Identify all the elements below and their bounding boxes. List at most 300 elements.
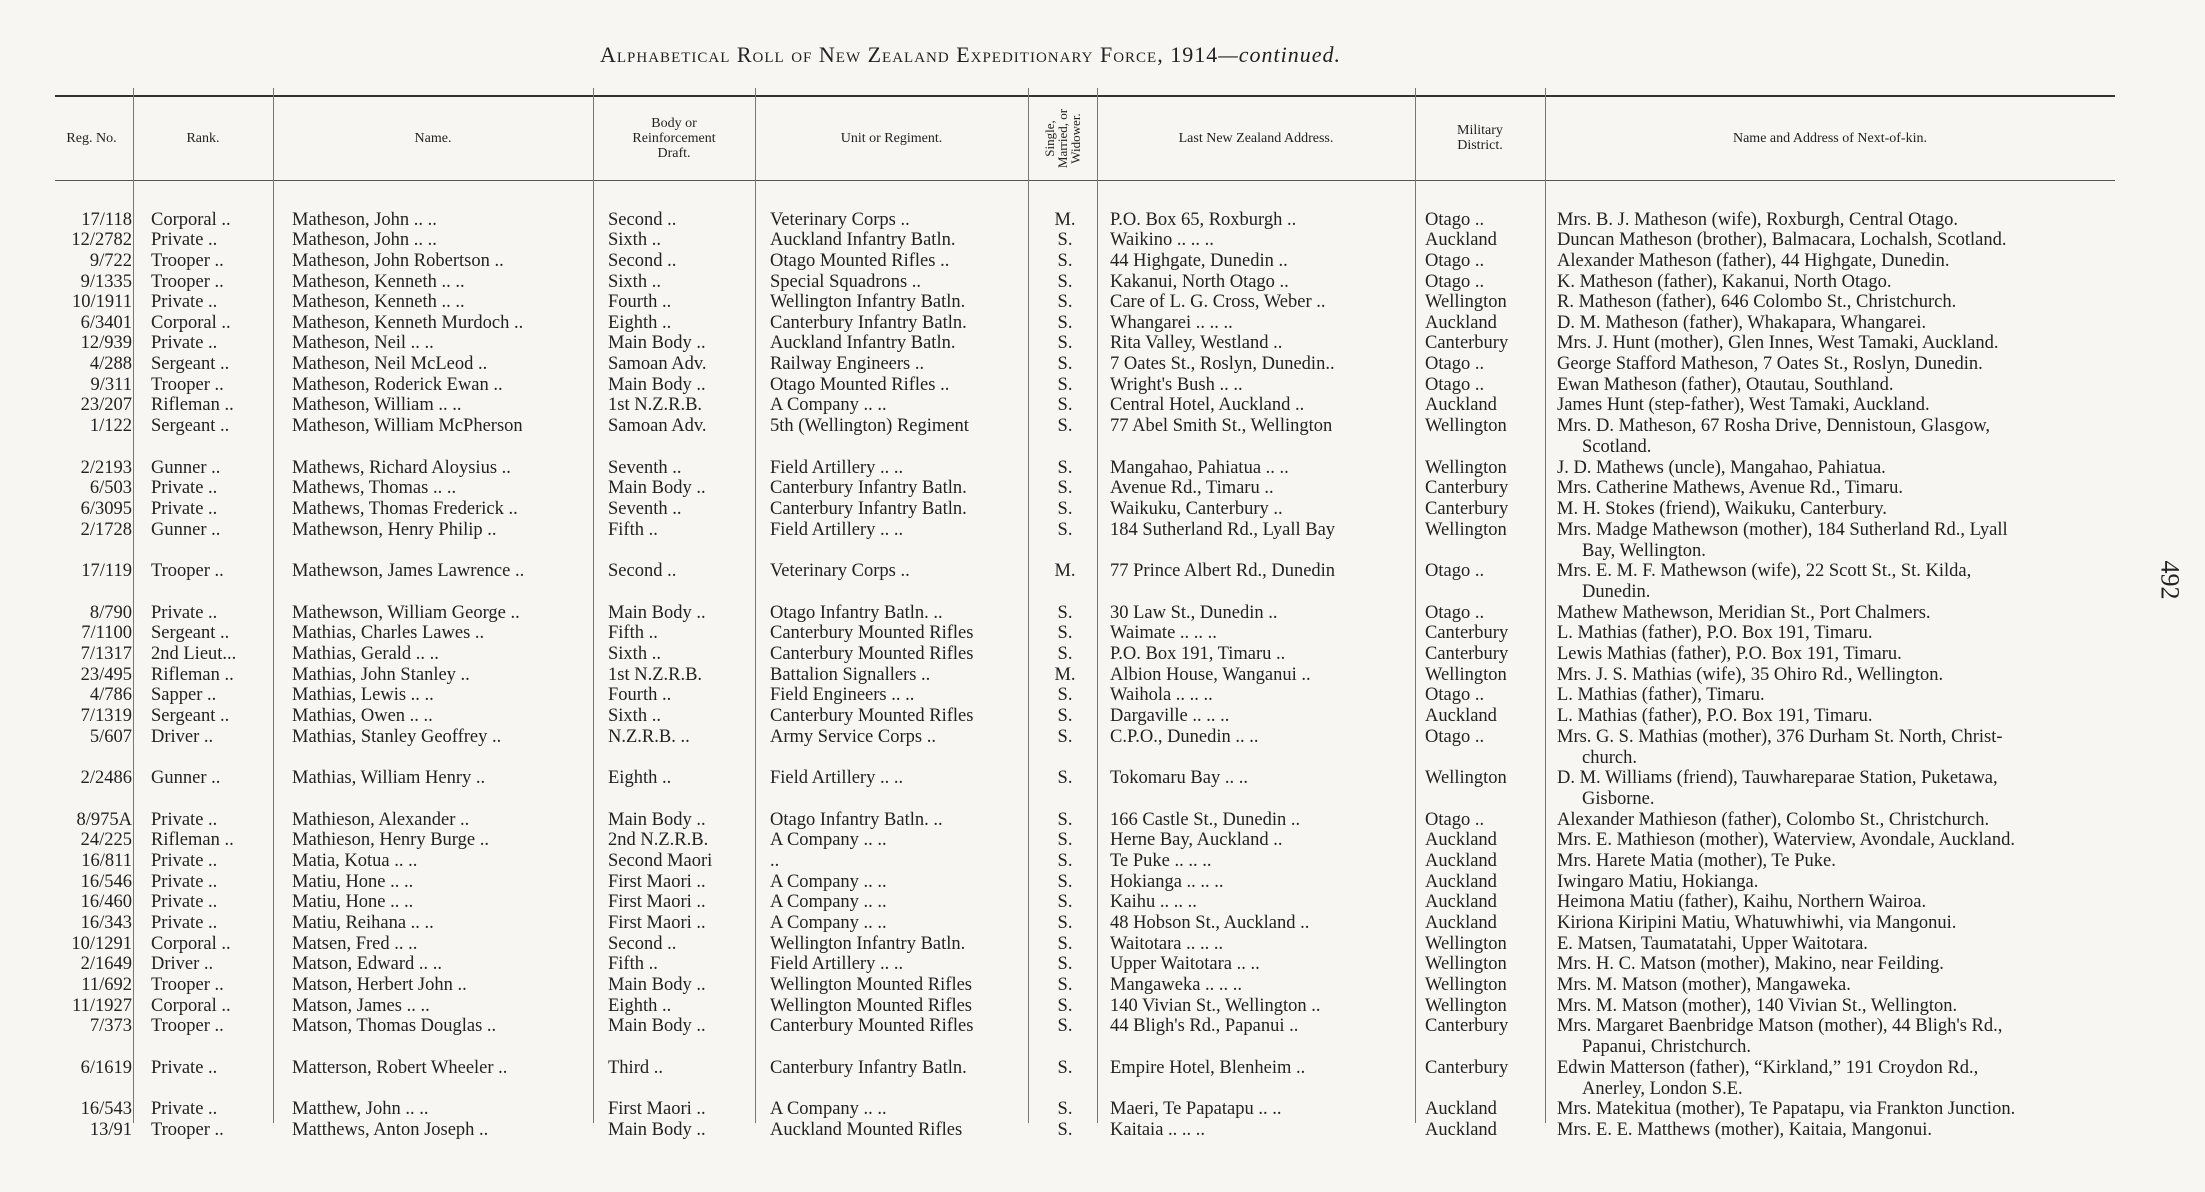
cell-kin: Mrs. Catherine Mathews, Avenue Rd., Timaru.	[1557, 478, 1903, 498]
cell-kin: D. M. Williams (friend), Tauwhareparae Station, Puketawa,	[1557, 768, 1998, 788]
cell-kin: Iwingaro Matiu, Hokianga.	[1557, 872, 1759, 892]
cell-addr: Wright's Bush .. ..	[1110, 375, 1243, 395]
cell-unit: Wellington Mounted Rifles	[770, 975, 972, 995]
cell-kin: Alexander Matheson (father), 44 Highgate, Dunedin.	[1557, 251, 1950, 271]
cell-reg: 10/1291	[71, 934, 132, 954]
cell-dist: Otago ..	[1425, 375, 1485, 395]
cell-smw: S.	[1057, 354, 1073, 374]
cell-rank: Trooper ..	[151, 1120, 224, 1140]
cell-unit: Auckland Mounted Rifles	[770, 1120, 963, 1140]
cell-kin: James Hunt (step-father), West Tamaki, Auckland.	[1557, 395, 1930, 415]
cell-body: Eighth ..	[608, 313, 672, 333]
cell-name: Mathias, John Stanley ..	[292, 665, 470, 685]
cell-name: Matheson, John Robertson ..	[292, 251, 504, 271]
cell-kin: D. M. Matheson (father), Whakapara, Whangarei.	[1557, 313, 1927, 333]
cell-kin-continuation: Gisborne.	[1582, 789, 1655, 809]
col-header-reg: Reg. No.	[66, 130, 117, 146]
table-row	[0, 954, 2205, 975]
cell-reg: 16/460	[80, 892, 132, 912]
cell-unit: Auckland Infantry Batln.	[770, 333, 956, 353]
cell-rank: Gunner ..	[151, 520, 221, 540]
cell-smw: S.	[1057, 499, 1073, 519]
cell-dist: Wellington	[1425, 934, 1507, 954]
cell-kin-continuation: church.	[1582, 748, 1637, 768]
cell-name: Mathias, Gerald .. ..	[292, 644, 439, 664]
cell-body: Main Body ..	[608, 1016, 706, 1036]
cell-name: Mathieson, Henry Burge ..	[292, 830, 489, 850]
cell-kin: Mrs. M. Matson (mother), Mangaweka.	[1557, 975, 1851, 995]
cell-body: Second ..	[608, 210, 677, 230]
cell-name: Mathias, Lewis .. ..	[292, 685, 434, 705]
cell-dist: Wellington	[1425, 292, 1507, 312]
cell-addr: Dargaville .. .. ..	[1110, 706, 1230, 726]
cell-name: Mathews, Thomas Frederick ..	[292, 499, 518, 519]
cell-name: Matheson, William .. ..	[292, 395, 462, 415]
cell-unit: Canterbury Infantry Batln.	[770, 499, 967, 519]
cell-kin: J. D. Mathews (uncle), Mangahao, Pahiatua.	[1557, 458, 1886, 478]
cell-addr: Waikuku, Canterbury ..	[1110, 499, 1283, 519]
cell-addr: 48 Hobson St., Auckland ..	[1110, 913, 1310, 933]
cell-unit: A Company .. ..	[770, 830, 887, 850]
cell-smw: S.	[1057, 996, 1073, 1016]
cell-dist: Otago ..	[1425, 685, 1485, 705]
cell-unit: Wellington Infantry Batln.	[770, 934, 966, 954]
col-header-smw	[1028, 98, 1097, 178]
cell-body: First Maori ..	[608, 892, 706, 912]
cell-smw: S.	[1057, 251, 1073, 271]
cell-rank: Rifleman ..	[151, 665, 234, 685]
cell-reg: 10/1911	[72, 292, 132, 312]
cell-dist: Auckland	[1425, 395, 1497, 415]
cell-unit: Canterbury Infantry Batln.	[770, 313, 967, 333]
table-row	[0, 272, 2205, 293]
cell-reg: 6/3095	[80, 499, 132, 519]
cell-rank: Private ..	[151, 292, 218, 312]
cell-unit: Army Service Corps ..	[770, 727, 936, 747]
cell-body: Eighth ..	[608, 768, 672, 788]
cell-reg: 13/91	[89, 1120, 132, 1140]
col-header-address: Last New Zealand Address.	[1178, 130, 1334, 146]
table-row	[0, 395, 2205, 416]
cell-rank: Sapper ..	[151, 685, 217, 705]
cell-smw: S.	[1057, 1058, 1073, 1078]
page-title	[600, 42, 1341, 68]
cell-dist: Otago ..	[1425, 251, 1485, 271]
table-row	[0, 292, 2205, 313]
cell-body: Seventh ..	[608, 499, 682, 519]
cell-body: Third ..	[608, 1058, 663, 1078]
col-header-rank: Rank.	[186, 130, 220, 146]
cell-name: Matheson, Kenneth .. ..	[292, 292, 465, 312]
cell-rank: 2nd Lieut...	[151, 644, 237, 664]
cell-rank: Driver ..	[151, 954, 214, 974]
cell-smw: M.	[1054, 665, 1076, 685]
cell-reg: 2/1728	[80, 520, 132, 540]
cell-reg: 6/3401	[80, 313, 132, 333]
cell-unit: A Company .. ..	[770, 913, 887, 933]
cell-unit: Field Artillery .. ..	[770, 954, 904, 974]
table-row	[0, 1120, 2205, 1141]
cell-addr: Waihola .. .. ..	[1110, 685, 1213, 705]
cell-reg: 8/975A	[76, 810, 132, 830]
cell-kin-continuation: Scotland.	[1582, 437, 1652, 457]
cell-body: Fourth ..	[608, 685, 672, 705]
cell-name: Matheson, John .. ..	[292, 210, 437, 230]
cell-addr: C.P.O., Dunedin .. ..	[1110, 727, 1259, 747]
table-row	[0, 768, 2205, 809]
cell-name: Mathews, Richard Aloysius ..	[292, 458, 511, 478]
table-row	[0, 851, 2205, 872]
table-row	[0, 210, 2205, 231]
cell-body: Main Body ..	[608, 375, 706, 395]
cell-kin: Mrs. J. S. Mathias (wife), 35 Ohiro Rd., Wellington.	[1557, 665, 1944, 685]
table-row	[0, 313, 2205, 334]
cell-rank: Trooper ..	[151, 375, 224, 395]
cell-reg: 9/311	[90, 375, 132, 395]
cell-reg: 2/2486	[80, 768, 132, 788]
cell-smw: S.	[1057, 975, 1073, 995]
cell-unit: A Company .. ..	[770, 1099, 887, 1119]
cell-rank: Gunner ..	[151, 458, 221, 478]
cell-name: Matheson, Neil McLeod ..	[292, 354, 488, 374]
cell-rank: Private ..	[151, 1099, 218, 1119]
cell-reg: 6/503	[89, 478, 132, 498]
cell-name: Mathews, Thomas .. ..	[292, 478, 457, 498]
cell-addr: Mangahao, Pahiatua .. ..	[1110, 458, 1289, 478]
cell-reg: 16/343	[80, 913, 132, 933]
cell-smw: S.	[1057, 892, 1073, 912]
cell-body: Sixth ..	[608, 706, 661, 726]
cell-name: Matia, Kotua .. ..	[292, 851, 418, 871]
cell-rank: Private ..	[151, 333, 218, 353]
cell-kin: Mrs. B. J. Matheson (wife), Roxburgh, Central Otago.	[1557, 210, 1958, 230]
cell-name: Matiu, Hone .. ..	[292, 872, 414, 892]
cell-name: Matheson, John .. ..	[292, 230, 437, 250]
cell-kin-continuation: Papanui, Christchurch.	[1582, 1037, 1752, 1057]
table-row	[0, 478, 2205, 499]
cell-rank: Sergeant ..	[151, 416, 230, 436]
cell-smw: M.	[1054, 561, 1076, 581]
cell-smw: S.	[1057, 644, 1073, 664]
cell-smw: S.	[1057, 934, 1073, 954]
cell-addr: Rita Valley, Westland ..	[1110, 333, 1283, 353]
cell-kin: Mrs. Matekitua (mother), Te Papatapu, via Frankton Junction.	[1557, 1099, 2016, 1119]
cell-body: Sixth ..	[608, 644, 661, 664]
cell-dist: Auckland	[1425, 1120, 1497, 1140]
cell-body: Seventh ..	[608, 458, 682, 478]
cell-addr: Whangarei .. .. ..	[1110, 313, 1233, 333]
cell-reg: 23/495	[80, 665, 132, 685]
cell-dist: Otago ..	[1425, 561, 1485, 581]
cell-reg: 2/2193	[80, 458, 132, 478]
cell-unit: Field Engineers .. ..	[770, 685, 915, 705]
cell-addr: Albion House, Wanganui ..	[1110, 665, 1311, 685]
cell-unit: 5th (Wellington) Regiment	[770, 416, 969, 436]
cell-unit: Field Artillery .. ..	[770, 458, 904, 478]
cell-addr: Kakanui, North Otago ..	[1110, 272, 1289, 292]
cell-name: Matiu, Hone .. ..	[292, 892, 414, 912]
cell-rank: Private ..	[151, 810, 218, 830]
cell-addr: Tokomaru Bay .. ..	[1110, 768, 1248, 788]
cell-unit: Otago Infantry Batln. ..	[770, 810, 943, 830]
cell-dist: Otago ..	[1425, 810, 1485, 830]
cell-unit: Auckland Infantry Batln.	[770, 230, 956, 250]
table-row	[0, 830, 2205, 851]
cell-dist: Wellington	[1425, 520, 1507, 540]
cell-reg: 17/118	[81, 210, 132, 230]
cell-reg: 2/1649	[80, 954, 132, 974]
cell-unit: Field Artillery .. ..	[770, 768, 904, 788]
table-row	[0, 892, 2205, 913]
table-row	[0, 872, 2205, 893]
cell-dist: Wellington	[1425, 975, 1507, 995]
cell-reg: 7/1100	[81, 623, 132, 643]
cell-rank: Private ..	[151, 1058, 218, 1078]
cell-kin: Alexander Mathieson (father), Colombo St., Christchurch.	[1557, 810, 1990, 830]
cell-kin: Mathew Mathewson, Meridian St., Port Chalmers.	[1557, 603, 1931, 623]
cell-unit: A Company .. ..	[770, 892, 887, 912]
cell-body: First Maori ..	[608, 1099, 706, 1119]
cell-reg: 7/1319	[80, 706, 132, 726]
cell-unit: Otago Mounted Rifles ..	[770, 375, 950, 395]
cell-dist: Otago ..	[1425, 272, 1485, 292]
cell-dist: Auckland	[1425, 851, 1497, 871]
title-continued: —continued.	[1218, 42, 1342, 67]
cell-smw: S.	[1057, 872, 1073, 892]
cell-name: Mathias, William Henry ..	[292, 768, 486, 788]
cell-addr: 166 Castle St., Dunedin ..	[1110, 810, 1301, 830]
table-row	[0, 375, 2205, 396]
cell-dist: Canterbury	[1425, 333, 1509, 353]
cell-rank: Corporal ..	[151, 934, 231, 954]
cell-addr: 184 Sutherland Rd., Lyall Bay	[1110, 520, 1336, 540]
table-row	[0, 810, 2205, 831]
table-row	[0, 499, 2205, 520]
cell-smw: S.	[1057, 520, 1073, 540]
cell-rank: Gunner ..	[151, 768, 221, 788]
cell-reg: 11/692	[81, 975, 132, 995]
cell-dist: Wellington	[1425, 665, 1507, 685]
cell-smw: S.	[1057, 458, 1073, 478]
cell-addr: Hokianga .. .. ..	[1110, 872, 1224, 892]
table-row	[0, 333, 2205, 354]
cell-unit: Otago Mounted Rifles ..	[770, 251, 950, 271]
cell-reg: 11/1927	[72, 996, 132, 1016]
table-row	[0, 416, 2205, 457]
cell-addr: Waikino .. .. ..	[1110, 230, 1214, 250]
cell-addr: P.O. Box 65, Roxburgh ..	[1110, 210, 1297, 230]
table-row	[0, 251, 2205, 272]
cell-reg: 23/207	[80, 395, 132, 415]
cell-dist: Auckland	[1425, 230, 1497, 250]
cell-body: Main Body ..	[608, 603, 706, 623]
cell-dist: Auckland	[1425, 313, 1497, 333]
cell-smw: S.	[1057, 230, 1073, 250]
cell-addr: 77 Prince Albert Rd., Dunedin	[1110, 561, 1336, 581]
table-row	[0, 934, 2205, 955]
cell-kin: L. Mathias (father), P.O. Box 191, Timaru.	[1557, 706, 1873, 726]
cell-kin: Lewis Mathias (father), P.O. Box 191, Timaru.	[1557, 644, 1902, 664]
cell-name: Mathieson, Alexander ..	[292, 810, 470, 830]
cell-addr: 44 Bligh's Rd., Papanui ..	[1110, 1016, 1299, 1036]
cell-addr: Kaihu .. .. ..	[1110, 892, 1197, 912]
cell-kin-continuation: Dunedin.	[1582, 582, 1651, 602]
cell-reg: 16/546	[80, 872, 132, 892]
cell-body: Second ..	[608, 561, 677, 581]
cell-body: Main Body ..	[608, 975, 706, 995]
table-row	[0, 996, 2205, 1017]
cell-smw: S.	[1057, 272, 1073, 292]
cell-rank: Private ..	[151, 892, 218, 912]
cell-unit: Veterinary Corps ..	[770, 210, 910, 230]
cell-unit: Canterbury Mounted Rifles	[770, 706, 974, 726]
cell-unit: Canterbury Infantry Batln.	[770, 1058, 967, 1078]
cell-smw: S.	[1057, 685, 1073, 705]
cell-body: N.Z.R.B. ..	[608, 727, 690, 747]
cell-kin: R. Matheson (father), 646 Colombo St., Christchurch.	[1557, 292, 1957, 312]
cell-name: Matheson, Kenneth .. ..	[292, 272, 465, 292]
cell-name: Matson, Herbert John ..	[292, 975, 467, 995]
cell-addr: Te Puke .. .. ..	[1110, 851, 1212, 871]
cell-reg: 6/1619	[80, 1058, 132, 1078]
cell-kin-continuation: Anerley, London S.E.	[1582, 1079, 1743, 1099]
cell-kin: Mrs. E. M. F. Mathewson (wife), 22 Scott St., St. Kilda,	[1557, 561, 1972, 581]
cell-smw: S.	[1057, 416, 1073, 436]
cell-name: Matson, James .. ..	[292, 996, 430, 1016]
cell-unit: A Company .. ..	[770, 395, 887, 415]
table-row	[0, 623, 2205, 644]
cell-name: Matiu, Reihana .. ..	[292, 913, 434, 933]
cell-body: 1st N.Z.R.B.	[608, 665, 703, 685]
cell-dist: Auckland	[1425, 830, 1497, 850]
cell-smw: S.	[1057, 623, 1073, 643]
cell-name: Mathias, Charles Lawes ..	[292, 623, 485, 643]
cell-body: Samoan Adv.	[608, 416, 707, 436]
cell-smw: S.	[1057, 954, 1073, 974]
cell-rank: Trooper ..	[151, 251, 224, 271]
cell-smw: S.	[1057, 603, 1073, 623]
col-header-kin: Name and Address of Next-of-kin.	[1732, 130, 1927, 146]
cell-addr: Herne Bay, Auckland ..	[1110, 830, 1283, 850]
cell-name: Mathias, Owen .. ..	[292, 706, 433, 726]
cell-unit: Canterbury Mounted Rifles	[770, 1016, 974, 1036]
cell-smw: S.	[1057, 727, 1073, 747]
cell-name: Matheson, Roderick Ewan ..	[292, 375, 503, 395]
cell-name: Matheson, William McPherson	[292, 416, 523, 436]
cell-dist: Wellington	[1425, 416, 1507, 436]
cell-body: 1st N.Z.R.B.	[608, 395, 703, 415]
cell-reg: 9/1335	[80, 272, 132, 292]
cell-smw: S.	[1057, 851, 1073, 871]
cell-reg: 24/225	[80, 830, 132, 850]
cell-kin: Mrs. Margaret Baenbridge Matson (mother), 44 Bligh's Rd.,	[1557, 1016, 2003, 1036]
cell-kin: L. Mathias (father), Timaru.	[1557, 685, 1765, 705]
table-row	[0, 1058, 2205, 1099]
cell-body: Fourth ..	[608, 292, 672, 312]
cell-unit: Canterbury Mounted Rifles	[770, 623, 974, 643]
cell-rank: Trooper ..	[151, 272, 224, 292]
cell-reg: 4/786	[89, 685, 132, 705]
cell-name: Mathewson, William George ..	[292, 603, 520, 623]
cell-rank: Rifleman ..	[151, 830, 234, 850]
cell-body: Sixth ..	[608, 230, 661, 250]
cell-rank: Private ..	[151, 603, 218, 623]
cell-unit: A Company .. ..	[770, 872, 887, 892]
cell-addr: Mangaweka .. .. ..	[1110, 975, 1243, 995]
cell-addr: Empire Hotel, Blenheim ..	[1110, 1058, 1306, 1078]
cell-addr: Central Hotel, Auckland ..	[1110, 395, 1305, 415]
cell-name: Matterson, Robert Wheeler ..	[292, 1058, 508, 1078]
cell-rank: Sergeant ..	[151, 706, 230, 726]
cell-smw: S.	[1057, 395, 1073, 415]
cell-kin: Mrs. Harete Matia (mother), Te Puke.	[1557, 851, 1836, 871]
cell-kin: Mrs. H. C. Matson (mother), Makino, near Feilding.	[1557, 954, 1944, 974]
cell-kin: Ewan Matheson (father), Otautau, Southland.	[1557, 375, 1894, 395]
cell-dist: Canterbury	[1425, 644, 1509, 664]
cell-unit: Veterinary Corps ..	[770, 561, 910, 581]
cell-body: Second ..	[608, 251, 677, 271]
cell-reg: 8/790	[89, 603, 132, 623]
cell-kin: L. Mathias (father), P.O. Box 191, Timaru.	[1557, 623, 1873, 643]
cell-reg: 1/122	[89, 416, 132, 436]
cell-addr: Waimate .. .. ..	[1110, 623, 1217, 643]
cell-smw: S.	[1057, 478, 1073, 498]
cell-addr: Care of L. G. Cross, Weber ..	[1110, 292, 1326, 312]
cell-kin: George Stafford Matheson, 7 Oates St., Roslyn, Dunedin.	[1557, 354, 1983, 374]
cell-body: Main Body ..	[608, 478, 706, 498]
cell-smw: S.	[1057, 313, 1073, 333]
col-header-name: Name.	[414, 130, 452, 146]
cell-kin: K. Matheson (father), Kakanui, North Otago.	[1557, 272, 1892, 292]
table-row	[0, 1099, 2205, 1120]
cell-reg: 5/607	[89, 727, 132, 747]
cell-dist: Auckland	[1425, 892, 1497, 912]
cell-addr: Maeri, Te Papatapu .. ..	[1110, 1099, 1282, 1119]
cell-rank: Corporal ..	[151, 996, 231, 1016]
cell-smw: M.	[1054, 210, 1076, 230]
cell-dist: Otago ..	[1425, 210, 1485, 230]
table-row	[0, 230, 2205, 251]
table-row	[0, 706, 2205, 727]
cell-rank: Private ..	[151, 478, 218, 498]
cell-unit: Wellington Mounted Rifles	[770, 996, 972, 1016]
cell-smw: S.	[1057, 1016, 1073, 1036]
cell-body: Main Body ..	[608, 810, 706, 830]
cell-dist: Canterbury	[1425, 499, 1509, 519]
cell-smw: S.	[1057, 768, 1073, 788]
table-row	[0, 665, 2205, 686]
table-row	[0, 1016, 2205, 1057]
cell-reg: 16/543	[80, 1099, 132, 1119]
table-top-rule	[55, 95, 2115, 97]
cell-name: Matheson, Kenneth Murdoch ..	[292, 313, 524, 333]
cell-kin: E. Matsen, Taumatatahi, Upper Waitotara.	[1557, 934, 1868, 954]
col-header-unit: Unit or Regiment.	[840, 130, 943, 146]
cell-reg: 9/722	[89, 251, 132, 271]
cell-dist: Canterbury	[1425, 478, 1509, 498]
cell-body: Fifth ..	[608, 623, 658, 643]
cell-dist: Auckland	[1425, 1099, 1497, 1119]
cell-rank: Trooper ..	[151, 975, 224, 995]
cell-smw: S.	[1057, 292, 1073, 312]
cell-addr: Upper Waitotara .. ..	[1110, 954, 1260, 974]
cell-rank: Driver ..	[151, 727, 214, 747]
table-row	[0, 975, 2205, 996]
cell-dist: Auckland	[1425, 706, 1497, 726]
cell-dist: Auckland	[1425, 913, 1497, 933]
cell-body: Main Body ..	[608, 1120, 706, 1140]
cell-addr: P.O. Box 191, Timaru ..	[1110, 644, 1286, 664]
